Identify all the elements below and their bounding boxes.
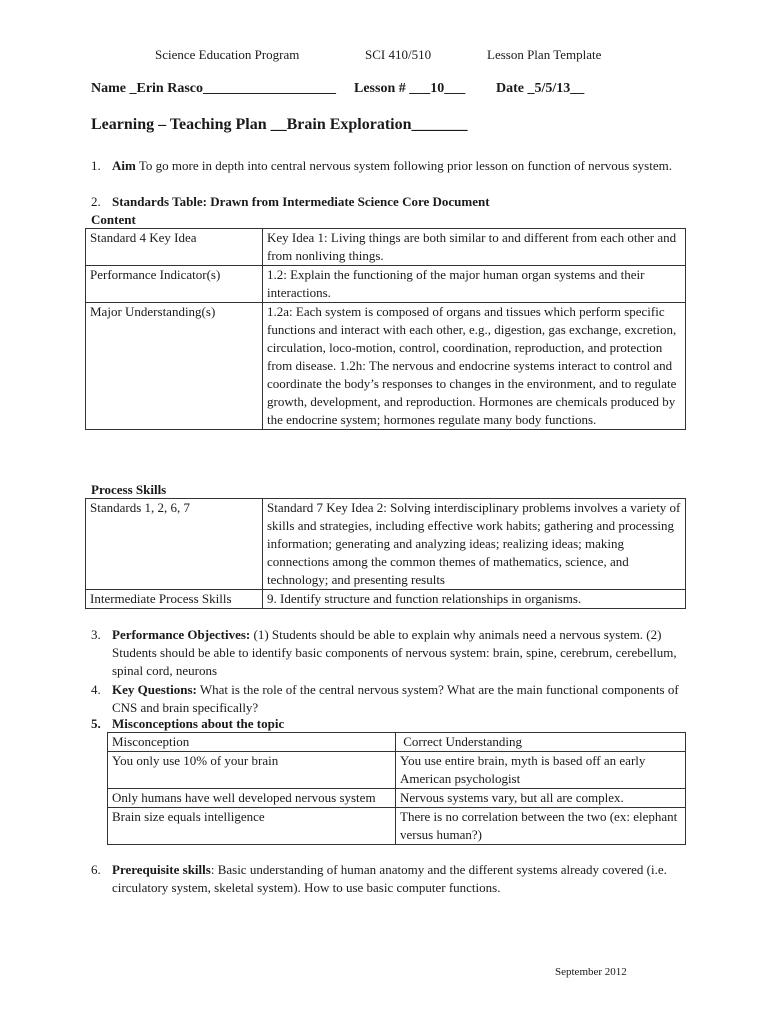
table-row	[86, 590, 686, 609]
content-table	[85, 228, 686, 430]
name-field: Name _Erin Rasco___________________	[91, 81, 336, 96]
table-cell-misconception: Brain size equals intelligence	[108, 808, 396, 845]
objectives-text: (1) Students should be able to explain why animals need a nervous system. (2) Students should be able to identify basic components of nervous system: brain, spine, cerebrum, cerebellum, spinal cord, neurons	[112, 627, 677, 678]
standards-label: Standards Table: Drawn from Intermediate Science Core Document	[112, 194, 490, 209]
process-table	[85, 498, 686, 609]
table-row	[86, 266, 686, 303]
item-number: 2.	[91, 194, 101, 209]
table-cell-key: Standards 1, 2, 6, 7	[86, 499, 263, 590]
table-row	[108, 752, 686, 789]
table-cell-value: Standard 7 Key Idea 2: Solving interdisciplinary problems involves a variety of skills and strategies, including effective work habits; gathering and processing information; generating and analyzing ideas; realizing ideas; making connections among the common themes of mathematics, science, and technology; and presenting results	[263, 499, 686, 590]
table-header-correct: Correct Understanding	[396, 733, 686, 752]
table-row	[86, 499, 686, 590]
questions-item	[91, 681, 691, 717]
table-cell-value: 1.2: Explain the functioning of the major human organ systems and their interactions.	[263, 266, 686, 303]
table-row	[86, 303, 686, 430]
aim-text: To go more in depth into central nervous system following prior lesson on function of nervous system.	[135, 158, 672, 173]
table-row	[86, 229, 686, 266]
table-cell-key: Intermediate Process Skills	[86, 590, 263, 609]
item-number: 3.	[91, 627, 101, 642]
table-cell-value: Key Idea 1: Living things are both similar to and different from each other and from nonliving things.	[263, 229, 686, 266]
standards-item	[91, 193, 691, 211]
table-row	[108, 733, 686, 752]
table-cell-value: 9. Identify structure and function relationships in organisms.	[263, 590, 686, 609]
page-title: Learning – Teaching Plan __Brain Exploration_______	[91, 116, 468, 133]
program-name: Science Education Program	[155, 47, 300, 62]
aim-label: Aim	[112, 158, 136, 173]
questions-label: Key Questions:	[112, 682, 197, 697]
process-label: Process Skills	[91, 482, 167, 497]
table-cell-correct: Nervous systems vary, but all are complex.	[396, 789, 686, 808]
item-number: 1.	[91, 158, 101, 173]
table-cell-key: Standard 4 Key Idea	[86, 229, 263, 266]
misconceptions-label: Misconceptions about the topic	[112, 716, 285, 731]
table-cell-key: Major Understanding(s)	[86, 303, 263, 430]
table-cell-misconception: Only humans have well developed nervous system	[108, 789, 396, 808]
prereq-label: Prerequisite skills	[112, 862, 211, 877]
table-cell-correct: There is no correlation between the two (ex: elephant versus human?)	[396, 808, 686, 845]
item-number: 6.	[91, 862, 101, 877]
table-cell-correct: You use entire brain, myth is based off an early American psychologist	[396, 752, 686, 789]
course-code: SCI 410/510	[365, 47, 432, 62]
lesson-field: Lesson # ___10___	[354, 81, 466, 96]
prereq-text: : Basic understanding of human anatomy and the different systems already covered (i.e. circulatory system, skeletal system). How to use basic computer functions.	[112, 862, 667, 895]
aim-item	[91, 157, 691, 175]
table-row	[108, 808, 686, 845]
questions-text: What is the role of the central nervous system? What are the main functional components of CNS and brain specifically?	[112, 682, 679, 715]
misconceptions-item	[91, 715, 691, 733]
content-label: Content	[91, 212, 136, 227]
item-number: 4.	[91, 682, 101, 697]
misconceptions-table	[107, 732, 686, 845]
table-row	[108, 789, 686, 808]
table-header-misconception: Misconception	[108, 733, 396, 752]
table-cell-value: 1.2a: Each system is composed of organs and tissues which perform specific functions and interact with each other, e.g., digestion, gas exchange, excretion, circulation, loco-motion, control, coordination, reproduction, and protection from disease. 1.2h: The nervous and endocrine systems interact to control and coordinate the body’s responses to changes in the environment, and to regulate growth, development, and reproduction. Hormones are chemicals produced by the endocrine system; hormones regulate many body functions.	[263, 303, 686, 430]
item-number: 5.	[91, 716, 101, 731]
table-cell-misconception: You only use 10% of your brain	[108, 752, 396, 789]
objectives-item	[91, 626, 691, 680]
template-name: Lesson Plan Template	[487, 47, 602, 62]
prereq-item	[91, 861, 691, 897]
date-field: Date _5/5/13__	[496, 81, 585, 96]
footer-date: September 2012	[555, 966, 627, 978]
objectives-label: Performance Objectives:	[112, 627, 251, 642]
table-cell-key: Performance Indicator(s)	[86, 266, 263, 303]
